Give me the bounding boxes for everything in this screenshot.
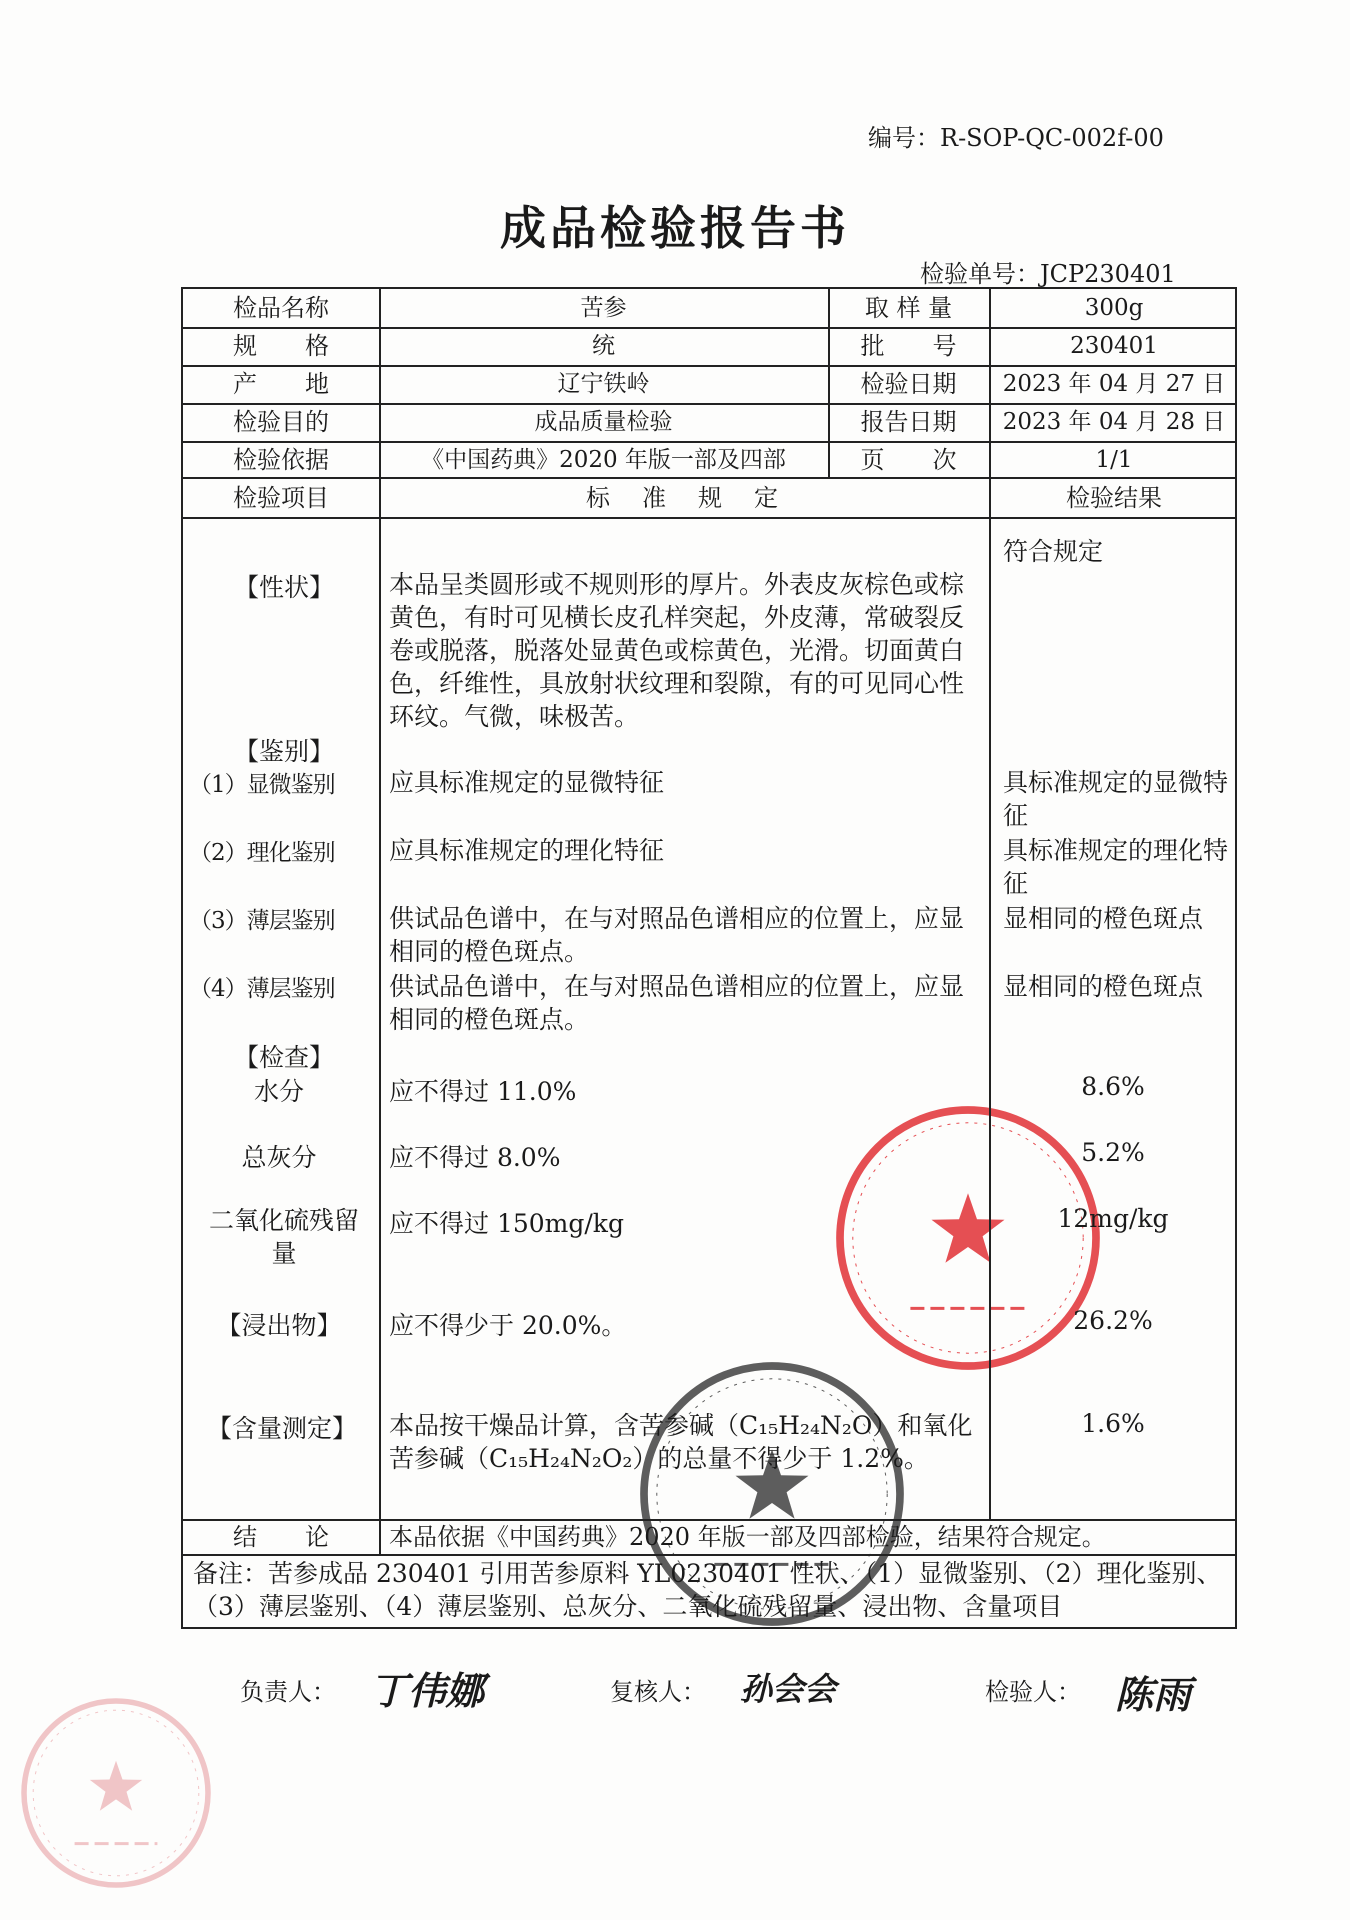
result-tlc-1: 显相同的橙色斑点 (1003, 904, 1204, 933)
inspector-label: 检验人： (985, 1678, 1081, 1706)
reviewer-label: 复核人： (610, 1678, 706, 1706)
result-water: 8.6% (1081, 1072, 1145, 1101)
header-v2-3: 2023 年 04 月 28 日 (1002, 409, 1226, 435)
inspector-signature: 陈雨 (1115, 1673, 1192, 1717)
standard-assay: 本品按干燥品计算，含苦参碱（C₁₅H₂₄N₂O）和氧化苦参碱（C₁₅H₂₄N₂O₂）的总量不得少于 1.2%。 (389, 1411, 973, 1473)
remarks: 备注：苦参成品 230401 引用苦参原料 YL0230401 性状、（1）显微鉴别、（2）理化鉴别、（3）薄层鉴别、（4）薄层鉴别、总灰分、二氧化硫残留量、浸出物、含量项目 (193, 1559, 1222, 1621)
result-so2: 12mg/kg (1057, 1204, 1169, 1233)
standard-microscopic: 应具标准规定的显微特征 (389, 768, 665, 797)
header-l1-4: 检验依据 (233, 446, 329, 474)
conclusion-label: 结 论 (233, 1523, 329, 1551)
document-code: 编号：R-SOP-QC-002f-00 (868, 124, 1164, 152)
header-l1-0: 检品名称 (233, 294, 329, 322)
header-l2-4: 页 次 (860, 446, 957, 474)
result-appearance: 符合规定 (1003, 537, 1104, 566)
label-check: 【检查】 (233, 1043, 334, 1072)
conclusion-text: 本品依据《中国药典》2020 年版一部及四部检验，结果符合规定。 (389, 1523, 1106, 1551)
header-v1-4: 《中国药典》2020 年版一部及四部 (421, 447, 786, 473)
label-so2: 二氧化硫残留量 (208, 1206, 359, 1268)
header-v1-0: 苦参 (580, 295, 627, 321)
label-ash: 总灰分 (241, 1143, 317, 1172)
label-chemical: （2）理化鉴别 (189, 840, 335, 866)
report-number: 检验单号：JCP230401 (920, 260, 1176, 288)
standard-extract: 应不得少于 20.0%。 (389, 1311, 627, 1340)
standard-water: 应不得过 11.0% (389, 1077, 577, 1106)
page-title: 成品检验报告书 (500, 201, 850, 255)
col-header-item: 检验项目 (233, 484, 329, 512)
header-v2-4: 1/1 (1095, 447, 1133, 473)
standard-chemical: 应具标准规定的理化特征 (389, 836, 665, 865)
label-extract: 【浸出物】 (216, 1311, 342, 1340)
header-l2-1: 批 号 (860, 332, 957, 360)
result-ash: 5.2% (1081, 1138, 1145, 1167)
responsible-signature: 丁伟娜 (370, 1669, 485, 1713)
label-assay: 【含量测定】 (206, 1414, 357, 1443)
result-assay: 1.6% (1081, 1409, 1145, 1438)
header-l2-3: 报告日期 (860, 408, 957, 436)
result-microscopic: 具标准规定的显微特征 (1003, 768, 1229, 830)
header-v1-3: 成品质量检验 (534, 409, 673, 435)
label-microscopic: （1）显微鉴别 (189, 772, 335, 798)
standard-tlc-1: 供试品色谱中，在与对照品色谱相应的位置上，应显相同的橙色斑点。 (389, 904, 965, 966)
header-l2-2: 检验日期 (860, 370, 957, 398)
header-l1-1: 规 格 (233, 332, 329, 360)
header-v2-0: 300g (1084, 295, 1144, 321)
label-identification: 【鉴别】 (233, 737, 334, 766)
result-extract: 26.2% (1073, 1306, 1153, 1335)
header-v2-2: 2023 年 04 月 27 日 (1002, 371, 1226, 397)
label-tlc-2: （4）薄层鉴别 (189, 976, 335, 1002)
standard-appearance: 本品呈类圆形或不规则形的厚片。外表皮灰棕色或棕黄色，有时可见横长皮孔样突起，外皮薄，常破裂反卷或脱落，脱落处显黄色或棕黄色，光滑。切面黄白色，纤维性，具放射状纹理和裂隙，有的可见同心性环纹。气微，味极苦。 (389, 570, 965, 731)
header-l1-3: 检验目的 (233, 408, 329, 436)
header-v2-1: 230401 (1070, 333, 1158, 359)
report-table (181, 287, 1237, 1629)
standard-ash: 应不得过 8.0% (389, 1143, 561, 1172)
result-tlc-2: 显相同的橙色斑点 (1003, 972, 1204, 1001)
header-l1-2: 产 地 (233, 370, 329, 398)
standard-so2: 应不得过 150mg/kg (389, 1209, 624, 1238)
header-v1-2: 辽宁铁岭 (557, 371, 650, 397)
result-chemical: 具标准规定的理化特征 (1003, 836, 1229, 898)
faint-seal-stamp (24, 1701, 208, 1885)
header-v1-1: 统 (592, 333, 615, 359)
label-appearance: 【性状】 (233, 573, 334, 602)
responsible-label: 负责人： (240, 1678, 336, 1706)
label-water: 水分 (253, 1077, 304, 1106)
header-l2-0: 取 样 量 (864, 294, 953, 322)
col-header-result: 检验结果 (1066, 484, 1162, 512)
col-header-standard: 标 准 规 定 (586, 484, 782, 512)
label-tlc-1: （3）薄层鉴别 (189, 908, 335, 934)
standard-tlc-2: 供试品色谱中，在与对照品色谱相应的位置上，应显相同的橙色斑点。 (389, 972, 965, 1034)
reviewer-signature: 孙会会 (740, 1670, 837, 1708)
